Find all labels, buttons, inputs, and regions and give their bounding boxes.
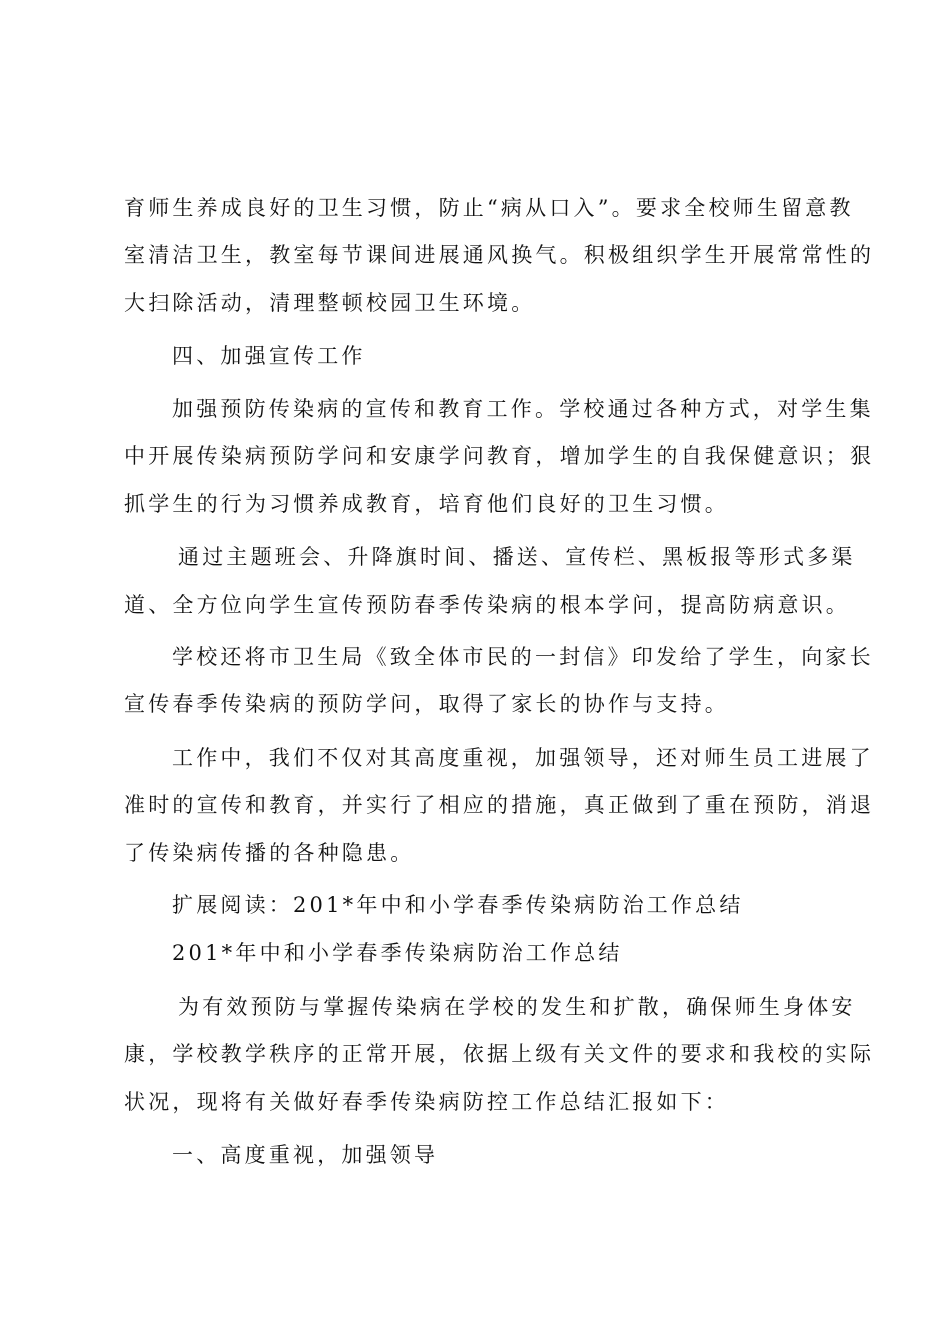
paragraph-line: 大扫除活动，清理整顿校园卫生环境。 [124, 291, 536, 315]
paragraph-line: 道、全方位向学生宣传预防春季传染病的根本学问，提高防病意识。 [124, 593, 850, 617]
paragraph-line: 宣传春季传染病的预防学问，取得了家长的协作与支持。 [124, 692, 729, 716]
section-heading: 四、加强宣传工作 [172, 344, 366, 368]
paragraph-line: 康，学校教学秩序的正常开展，依据上级有关文件的要求和我校的实际 [124, 1042, 875, 1066]
report-title: 201*年中和小学春季传染病防治工作总结 [172, 941, 623, 965]
paragraph-line: 中开展传染病预防学问和安康学问教育，增加学生的自我保健意识；狠 [124, 444, 875, 468]
paragraph-line: 了传染病传播的各种隐患。 [124, 841, 415, 865]
extended-reading-line: 扩展阅读：201*年中和小学春季传染病防治工作总结 [172, 893, 744, 917]
paragraph-line: 加强预防传染病的宣传和教育工作。学校通过各种方式，对学生集 [172, 397, 874, 421]
paragraph-line: 状况，现将有关做好春季传染病防控工作总结汇报如下： [124, 1090, 729, 1114]
paragraph-line: 准时的宣传和教育，并实行了相应的措施，真正做到了重在预防，消退 [124, 793, 875, 817]
paragraph-line: 为有效预防与掌握传染病在学校的发生和扩散，确保师生身体安 [178, 995, 856, 1019]
paragraph-line: 抓学生的行为习惯养成教育，培育他们良好的卫生习惯。 [124, 492, 729, 516]
paragraph-line: 室清洁卫生，教室每节课间进展通风换气。积极组织学生开展常常性的 [124, 243, 875, 267]
paragraph-line: 学校还将市卫生局《致全体市民的一封信》印发给了学生，向家长 [172, 645, 874, 669]
paragraph-line: 育师生养成良好的卫生习惯，防止“病从口入”。要求全校师生留意教 [124, 196, 854, 220]
paragraph-line: 工作中，我们不仅对其高度重视，加强领导，还对师生员工进展了 [172, 746, 874, 770]
section-heading: 一、高度重视，加强领导 [172, 1143, 439, 1167]
paragraph-line: 通过主题班会、升降旗时间、播送、宣传栏、黑板报等形式多渠 [178, 545, 856, 569]
